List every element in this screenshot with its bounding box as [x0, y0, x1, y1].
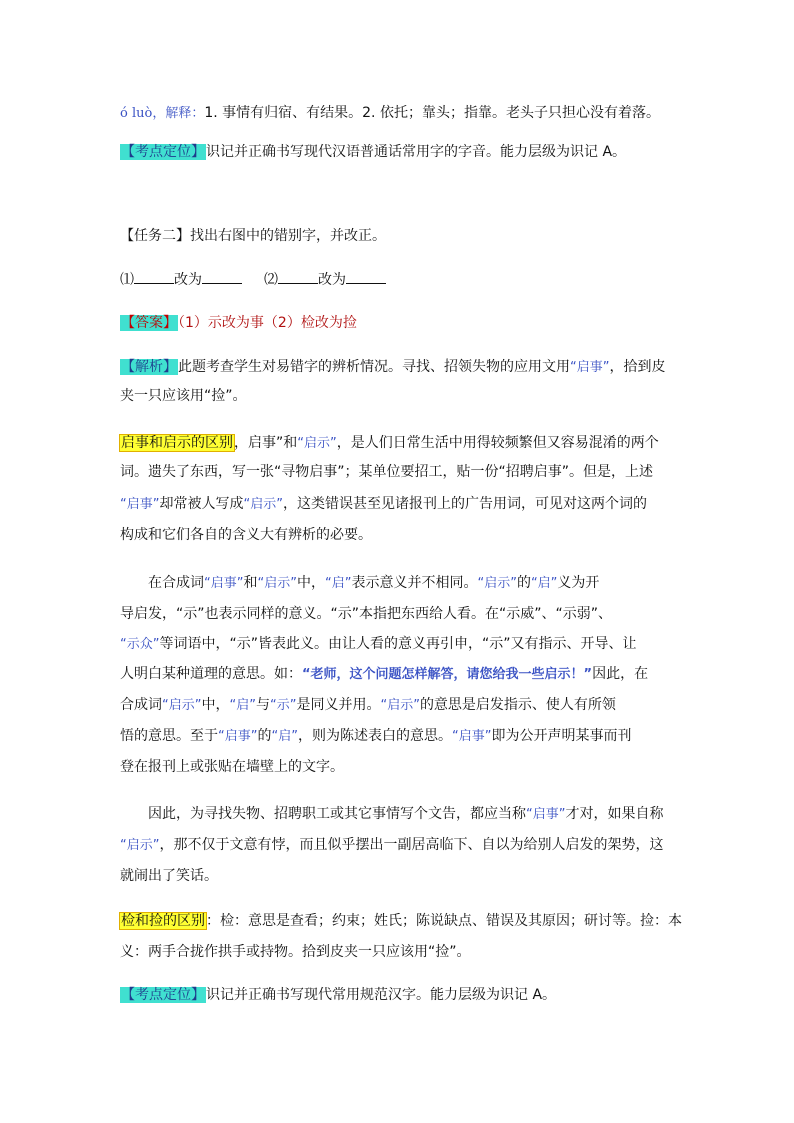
kaodian-tag: 【考点定位】	[121, 144, 205, 160]
quoted-term: “启事”	[526, 807, 566, 822]
body-text: 义为开	[557, 575, 600, 591]
pinyin: ó luò，	[120, 106, 166, 121]
body-text: 与	[255, 697, 270, 713]
body-text: 合成词	[120, 697, 162, 713]
task-two-text: 【任务二】找出右图中的错别字，并改正。	[120, 228, 386, 244]
answer-line	[120, 313, 680, 335]
body-text: ，是人们日常生活中用得较频繁但又容易混淆的两个	[336, 435, 659, 451]
quoted-term: “启示”	[297, 436, 337, 451]
blank-1a	[134, 269, 174, 284]
body-text: 等词语中，“示”皆表此义。由让人看的意义再引申，“示”又有指示、开导、让	[159, 636, 637, 652]
fill-in-blanks	[120, 269, 680, 291]
qishi-line-4	[120, 525, 680, 547]
body-text: 是同义并用。	[296, 697, 381, 713]
body-text: ，那不仅于文意有悖，而且似乎摆出一副居高临下、自以为给别人启发的架势，这	[159, 837, 664, 853]
blank-2a	[278, 269, 318, 284]
para3-line-3	[120, 866, 680, 888]
body-text: 表示意义并不相同。	[351, 575, 478, 591]
para2-line-2	[120, 604, 680, 626]
explain-label: 解释：	[165, 106, 205, 121]
kaodian-1	[120, 142, 680, 164]
kaodian-text: 识记并正确书写现代汉语普通话常用字的字音。能力层级为识记 A。	[206, 144, 627, 160]
body-text: 悟的意思。至于	[120, 728, 218, 744]
para2-line-4	[120, 664, 680, 686]
body-text: 词。遗失了东西，写一张“寻物启事”；某单位要招工，贴一份“招聘启事”。但是，上述	[120, 464, 654, 480]
body-text: 就闹出了笑话。	[120, 868, 218, 884]
body-text: 中，	[201, 697, 230, 713]
quoted-term: “启事”	[570, 360, 610, 375]
body-text: 的	[257, 728, 272, 744]
body-text: 人明白某种道理的意思。如：	[120, 666, 302, 682]
body-text: 在合成词	[148, 575, 204, 591]
quoted-term: “启示”	[162, 698, 202, 713]
body-text: 导启发，“示”也表示同样的意义。“示”本指把东西给人看。在“示威”、“示弱”、	[120, 606, 613, 622]
qishi-line-3	[120, 494, 680, 516]
change-word-2: 改为	[318, 272, 346, 288]
qishi-tag: 启事和启示的区别	[121, 435, 233, 451]
qishi-line-2	[120, 462, 680, 484]
blank-number-2: ⑵	[264, 272, 278, 288]
quoted-term: “启”	[530, 576, 558, 591]
body-text: ，则为陈述表白的意思。	[297, 728, 452, 744]
quoted-term: “启示”	[380, 698, 420, 713]
kaodian-text: 识记并正确书写现代常用规范汉字。能力层级为识记 A。	[206, 987, 557, 1003]
analysis-line-1	[120, 357, 680, 379]
quoted-term: “启”	[229, 698, 256, 713]
task-two-heading	[120, 226, 680, 248]
body-text: 中，	[296, 575, 325, 591]
body-text: ，启事”和	[234, 435, 298, 451]
analysis-tag: 【解析】	[121, 359, 177, 375]
body-text: ：检：意思是查看；约束；姓氏；陈说缺点、错误及其原因；研讨等。捡：本	[206, 913, 682, 929]
body-text: 即为公开声明某事而刊	[491, 728, 632, 744]
quoted-term: “示众”	[120, 637, 160, 652]
body-text: 登在报刊上或张贴在墙壁上的文字。	[120, 759, 344, 775]
quoted-term: “启事”	[120, 497, 160, 512]
quoted-term: “启”	[324, 576, 352, 591]
analysis-line-2	[120, 386, 680, 408]
jianjian-line-2	[120, 942, 680, 964]
example-quote: “老师，这个问题怎样解答，请您给我一些启示！”	[302, 667, 593, 682]
body-text: 的	[516, 575, 531, 591]
analysis-text: 夹一只应该用“捡”。	[120, 388, 247, 404]
para2-line-3	[120, 634, 680, 656]
body-text: 构成和它们各自的含义大有辨析的必要。	[120, 527, 372, 543]
body-text: 因此，为寻找失物、招聘职工或其它事情写个文告，都应当称	[148, 806, 526, 822]
quoted-term: “启事”	[451, 729, 492, 744]
jianjian-line-1	[120, 911, 680, 933]
quoted-term: “启事”	[204, 576, 244, 591]
kaodian-tag: 【考点定位】	[121, 987, 205, 1003]
body-text: 的意思是启发指示、使人有所领	[419, 697, 616, 713]
explain-text: 1. 事情有归宿、有结果。2. 依托；靠头；指靠。老头子只担心没有着落。	[204, 105, 660, 121]
quoted-term: “启”	[271, 729, 298, 744]
quoted-term: “启示”	[120, 838, 160, 853]
analysis-text: ，拾到皮	[609, 359, 666, 375]
para3-line-1	[148, 804, 708, 826]
para2-line-5	[120, 695, 680, 717]
body-text: ，这类错误甚至见诸报刊上的广告用词，可见对这两个词的	[282, 496, 647, 512]
para2-line-7	[120, 757, 680, 779]
qishi-line-1	[120, 433, 680, 455]
blank-number-1: ⑴	[120, 272, 134, 288]
pronunciation-note	[120, 103, 680, 125]
answer-text: （1）示改为事（2）检改为捡	[178, 315, 357, 331]
jianjian-tag: 检和捡的区别	[121, 913, 205, 929]
quoted-term: “启示”	[243, 497, 283, 512]
quoted-term: “启示”	[257, 576, 297, 591]
para2-line-6	[120, 726, 680, 748]
body-text: 才对，如果自称	[565, 806, 664, 822]
analysis-text: 此题考查学生对易错字的辨析情况。寻找、招领失物的应用文用	[178, 359, 570, 375]
body-text: 义：两手合拢作拱手或持物。拾到皮夹一只应该用“捡”。	[120, 944, 471, 960]
body-text: 因此，在	[592, 666, 649, 682]
blank-2b	[346, 269, 386, 284]
answer-tag: 【答案】	[121, 315, 177, 331]
quoted-term: “示”	[269, 698, 297, 713]
body-text: 和	[243, 575, 258, 591]
para2-line-1	[148, 573, 708, 595]
kaodian-2	[120, 985, 680, 1007]
body-text: 却常被人写成	[159, 496, 244, 512]
blank-1b	[202, 269, 242, 284]
para3-line-2	[120, 835, 680, 857]
quoted-term: “启示”	[477, 576, 517, 591]
change-word-1: 改为	[174, 272, 202, 288]
quoted-term: “启事”	[218, 729, 258, 744]
